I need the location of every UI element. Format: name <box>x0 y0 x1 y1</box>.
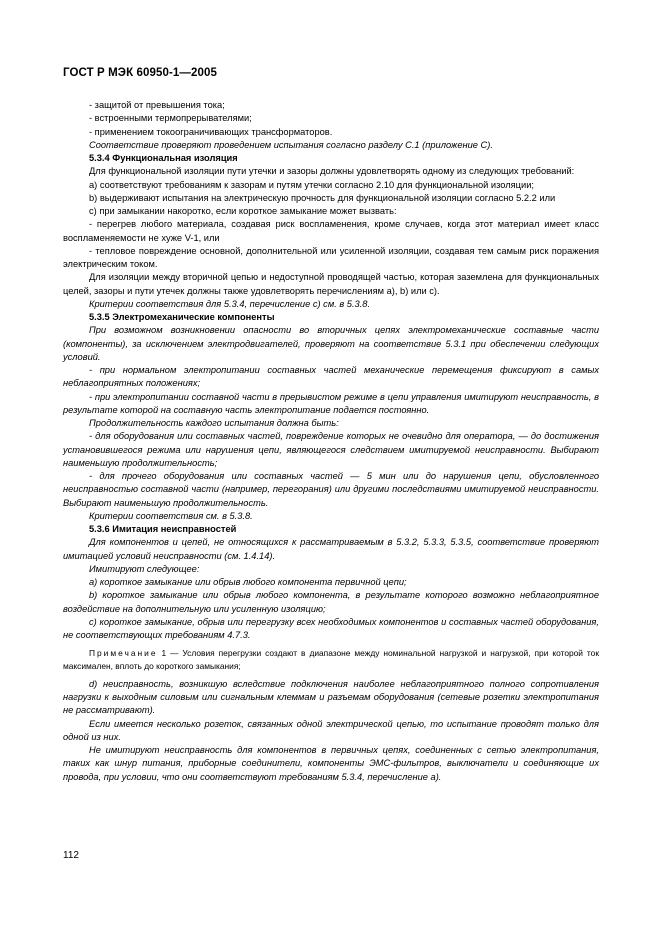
page-number: 112 <box>63 850 79 861</box>
list-item: с) короткое замыкание, обрыв или перегрузку всех необходимых компонентов и составных частей оборудования, не соответствующих требованиям 4.7.3. <box>63 616 599 640</box>
paragraph: Для функциональной изоляции пути утечки и зазоры должны удовлетворять одному из следующих требований: <box>89 166 575 177</box>
list-item: b) короткое замыкание или обрыв любого компонента, в результате которого возможно неблагоприятное воздействие на дополнительную или усиленную изоляцию; <box>63 590 599 614</box>
paragraph: Если имеется несколько розеток, связанных одной электрической цепью, то испытание проводят только для одной из них. <box>63 718 599 742</box>
list-item: - перегрев любого материала, создавая риск воспламенения, кроме случаев, когда этот материал имеет класс воспламеняемости не хуже V-1, или <box>63 219 599 243</box>
compliance-note: Критерии соответствия для 5.3.4, перечисление с) см. в 5.3.8. <box>89 298 371 309</box>
paragraph: Имитируют следующее: <box>89 563 200 574</box>
paragraph: Для изоляции между вторичной цепью и недоступной проводящей частью, которая заземлена для функциональных целей, зазоры и пути утечек должны также удовлетворять перечислениям а), b) или с). <box>63 272 599 296</box>
list-item: - встроенными термопрерывателями; <box>89 113 252 124</box>
compliance-note: Соответствие проверяют проведением испытания согласно разделу С.1 (приложение С). <box>89 139 493 150</box>
note <box>63 647 599 672</box>
section-heading-5-3-6: 5.3.6 Имитация неисправностей <box>89 524 237 534</box>
list-item: - применением токоограничивающих трансформаторов. <box>89 126 333 137</box>
list-item: b) выдерживают испытания на электрическую прочность для функциональной изоляции согласно 5.2.2 или <box>89 192 556 203</box>
list-item: с) при замыкании накоротко, если короткое замыкание может вызвать: <box>89 206 397 216</box>
paragraph: При возможном возникновении опасности во вторичных цепях электромеханические составные части (компоненты), за исключением электродвигателей, проверяют на соответствие 5.3.1 при обеспечении следующих условий. <box>63 325 599 362</box>
list-item: а) соответствуют требованиям к зазорам и путям утечки согласно 2.10 для функциональной изоляции; <box>89 179 534 190</box>
list-item: - для оборудования или составных частей, повреждение которых не очевидно для оператора, — до достижения установившегося режима или нарушения цепи, являющегося следствием имитируемой неисправности. Выбирают наименьшую продолжительность; <box>63 431 599 468</box>
list-item: d) неисправность, возникшую вследствие подключения наиболее неблагоприятного полного сопротивления нагрузки к выходным силовым или сигнальным клеммам и разъемам оборудования (сетевые розетки электропитания не рассматривают). <box>63 678 599 716</box>
compliance-note: Критерии соответствия см. в 5.3.8. <box>89 510 253 521</box>
note-label: Примечание <box>89 648 158 659</box>
note-text: 1 — Условия перегрузки создают в диапазоне между номинальной нагрузкой и нагрузкой, при которой ток максимален, вплоть до короткого замыкания; <box>63 648 599 671</box>
section-heading-5-3-5: 5.3.5 Электромеханические компоненты <box>89 312 275 322</box>
list-item: - тепловое повреждение основной, дополнительной или усиленной изоляции, создавая тем самым риск поражения электрическим током. <box>63 245 599 269</box>
list-item: - для прочего оборудования или составных частей — 5 мин или до нарушения цепи, обусловленного неисправностью составной части (например, перегорания) или другими последствиями имитируемой неисправности. Выбирают наименьшую продолжительность. <box>63 471 599 508</box>
list-item: - защитой от превышения тока; <box>89 100 225 110</box>
paragraph: Не имитируют неисправность для компонентов в первичных цепях, соединенных с сетью электропитания, таких как шнур питания, приборные соединители, компоненты ЭМС-фильтров, выключатели и соединяющие их провода, при условии, что они соответствуют требованиям 5.3.4, перечисление а). <box>63 745 599 782</box>
list-item: - при нормальном электропитании составных частей механические перемещения фиксируют в самых неблагоприятных положениях; <box>63 365 599 389</box>
list-item: а) короткое замыкание или обрыв любого компонента первичной цепи; <box>89 577 407 587</box>
list-item: - при электропитании составной части в прерывистом режиме в цепи управления имитируют неисправность, в результате которой на составную часть электропитание подается постоянно. <box>63 391 599 415</box>
paragraph: Продолжительность каждого испытания должна быть: <box>89 418 339 428</box>
paragraph: Для компонентов и цепей, не относящихся к рассматриваемым в 5.3.2, 5.3.3, 5.3.5, соответствие проверяют имитацией условий неисправности (см. 1.4.14). <box>63 537 599 561</box>
document-body <box>63 99 599 784</box>
document-header: ГОСТ Р МЭК 60950-1—2005 <box>63 67 217 79</box>
section-heading-5-3-4: 5.3.4 Функциональная изоляция <box>89 153 238 163</box>
